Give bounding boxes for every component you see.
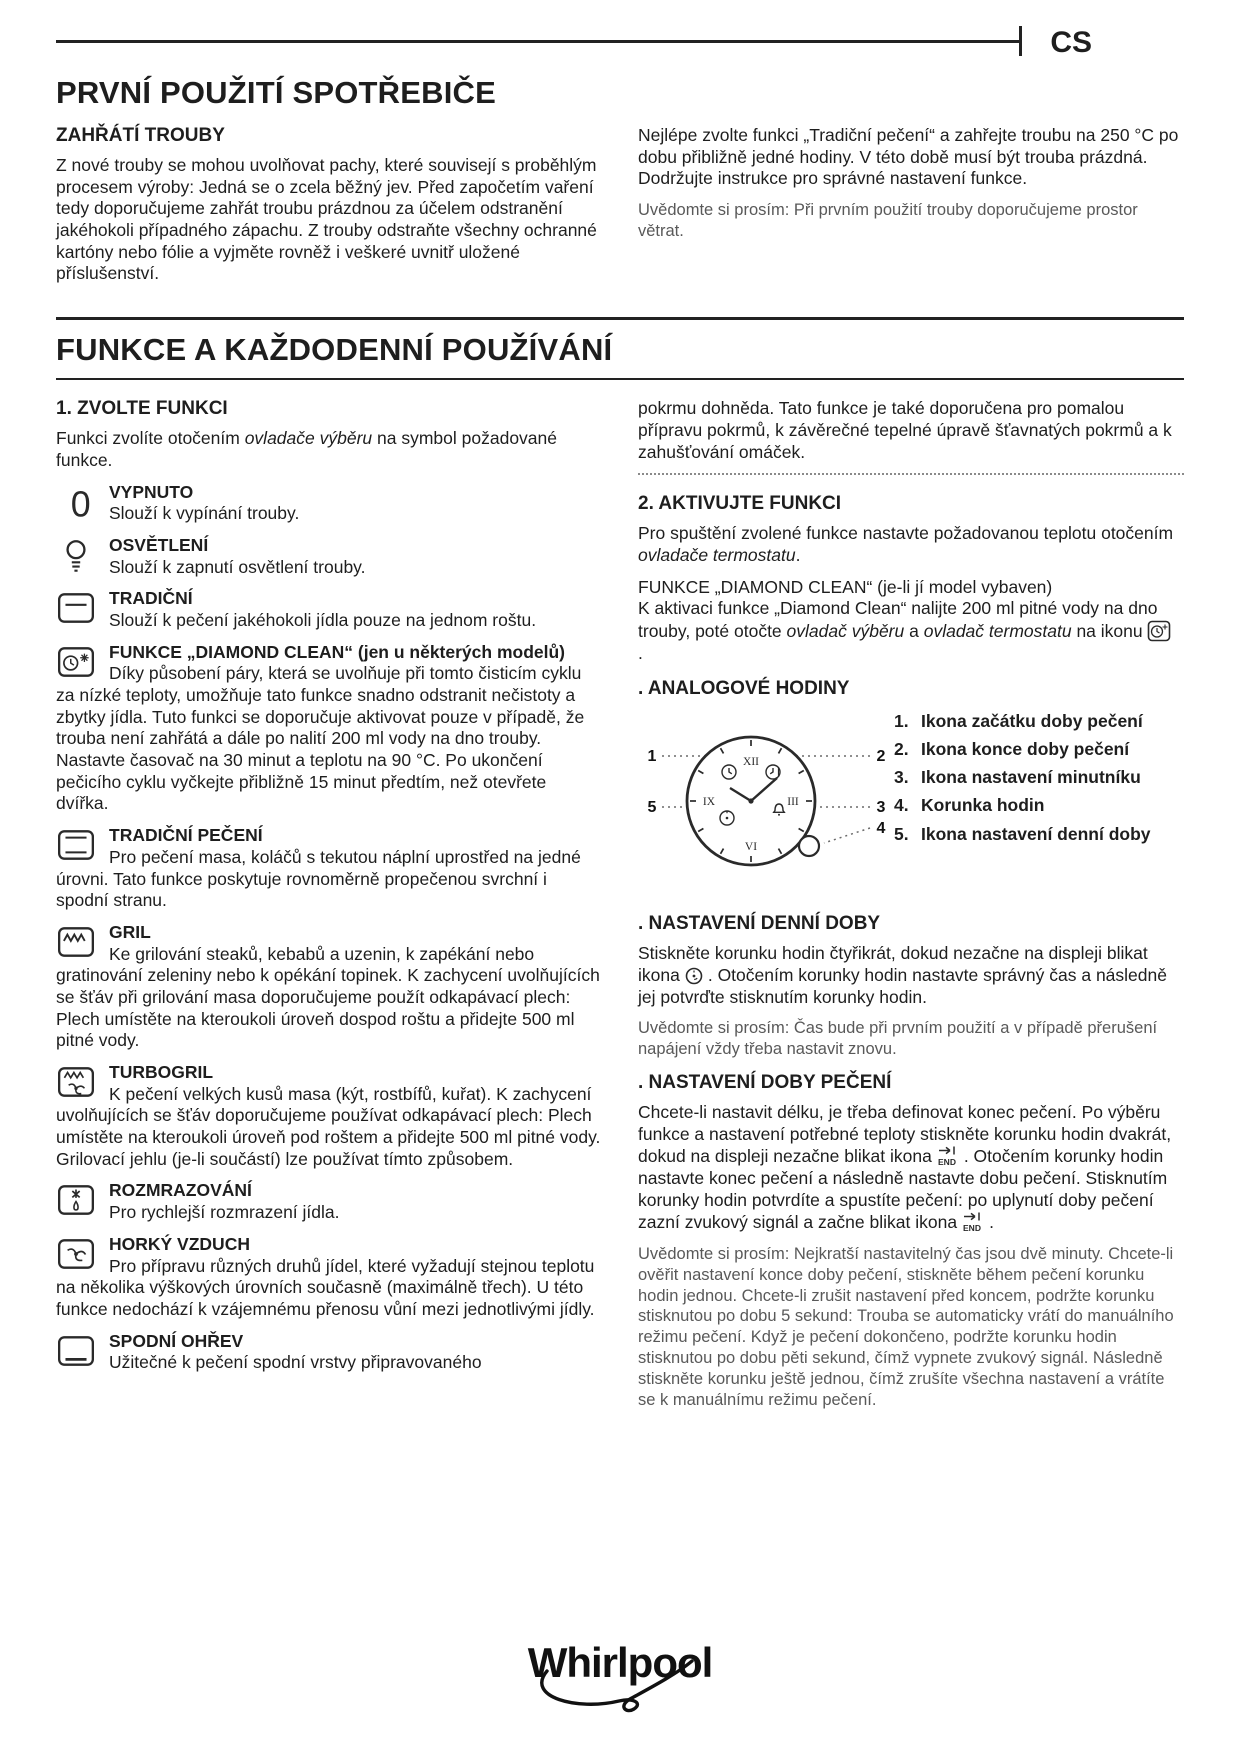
function-title: VYPNUTO: [109, 481, 194, 502]
first-use-right-column: [638, 125, 1184, 252]
clock-callout-item: [894, 823, 1184, 845]
function-item-light: [56, 535, 602, 578]
function-item-defrost: [56, 1180, 602, 1223]
subsection-heading: ZAHŘÁTÍ TROUBY: [56, 125, 225, 146]
roman-iii: III: [787, 796, 799, 809]
text-fragment: Funkci zvolíte otočením: [56, 428, 245, 449]
grill-icon: [56, 923, 96, 965]
callout-label: Ikona nastavení denní doby: [921, 823, 1151, 844]
text-fragment: K aktivaci funkce „Diamond Clean“ nalijte 200 ml pitné vody na dno trouby, poté otočte: [638, 598, 1158, 641]
header-rule-tick: [1019, 26, 1022, 56]
function-title: GRIL: [109, 921, 151, 942]
functions-left-column: [56, 398, 602, 1384]
function-desc: Pro přípravu různých druhů jídel, které vyžadují stejnou teplotu na několika výškových úrovních současně (maximálně třech). U této funkce nedochází k vzájemnému přenosu vůní mezi jednotlivými jídly.: [56, 1255, 595, 1319]
pointer-3: 3: [876, 799, 886, 817]
section-first-use: [56, 75, 1184, 295]
paragraph: [638, 577, 1184, 665]
function-item-off: [56, 482, 602, 525]
text-fragment: . Otočením korunky hodin nastavte konec pečení a následně nastavte dobu pečení. Stisknutím korunky hodin potvrdíte a spustíte pečení: po uplynutí doby pečení zazní zvukový signál a začne blikat ikona: [638, 1146, 1168, 1233]
roman-ix: IX: [702, 796, 716, 809]
emphasis-text: ovladač výběru: [786, 620, 905, 641]
callout-number: 2.: [894, 739, 909, 760]
callout-number: 4.: [894, 795, 909, 816]
section-title: PRVNÍ POUŽITÍ SPOTŘEBIČE: [56, 75, 497, 110]
diamond-clean-icon: [56, 643, 96, 685]
whirlpool-logo: [485, 1635, 755, 1732]
conventional-cooking-icon: [56, 826, 96, 868]
roman-vi: VI: [744, 841, 758, 854]
callout-label: Ikona nastavení minutníku: [921, 767, 1141, 788]
functions-right-column: [638, 398, 1184, 1420]
callout-number: 1.: [894, 711, 909, 732]
language-code: CS: [1050, 26, 1092, 59]
end-icon: [961, 1211, 985, 1233]
text-fragment: Stiskněte korunku hodin čtyřikrát, dokud nezačne na displeji blikat ikona: [638, 943, 1148, 985]
text-fragment: .: [795, 544, 801, 565]
function-desc: Díky působení páry, která se uvolňuje při tomto čisticím cyklu za nízké teploty, umožňuje tato funkce snadno odstranit nečistoty a zbytky jídla. Tuto funkci se doporučuje aktivovat pouze v případě, že trouba není zahřátá a dále po nalití 200 ml vody na dno trouby. Nastavte časovač na 30 minut a teplotu na 90 °C. Po ukončení pečicího cyklu vyčkejte přibližně 15 minut předtím, než otevřete dvířka.: [56, 663, 585, 814]
function-desc: Slouží k vypínání trouby.: [109, 503, 300, 524]
header-rule: [56, 40, 1019, 43]
emphasis-text: ovladač termostatu: [923, 620, 1072, 641]
dotted-divider: [638, 473, 1184, 475]
defrost-icon: [56, 1181, 96, 1223]
paragraph: [638, 523, 1184, 566]
section-functions: [56, 317, 1184, 1420]
function-item-conventional-cooking: [56, 825, 602, 912]
paragraph: Z nové trouby se mohou uvolňovat pachy, které souvisejí s proběhlým procesem výroby: Jedná se o zcela běžný jev. Před započetím vaření tedy doporučujeme zahřát troubu prázdnou za účelem odstranění jakéhokoli případného zápachu. Z trouby odstraňte všechny ochranné kartóny nebo fólie a vyjměte rovněž i veškeré uvnitř uložené příslušenství.: [56, 155, 597, 284]
emphasis-text: ovladače výběru: [244, 428, 373, 449]
forced-air-fan-icon: [56, 1235, 96, 1277]
paragraph: Nejlépe zvolte funkci „Tradiční pečení“ a zahřejte troubu na 250 °C po dobu přibližně jedné hodiny. V této době musí být trouba prázdná. Dodržujte instrukce pro správné nastavení funkce.: [638, 125, 1179, 189]
function-desc: Užitečné k pečení spodní vrstvy připravovaného: [109, 1352, 482, 1373]
function-item-turbogrill: [56, 1062, 602, 1170]
text-fragment: na symbol požadované funkce.: [56, 428, 557, 470]
function-item-bottom-heat: [56, 1331, 602, 1374]
turbogrill-icon: [56, 1063, 96, 1105]
function-title: OSVĚTLENÍ: [109, 534, 209, 555]
pointer-1: 1: [647, 748, 657, 766]
bottom-heat-icon: [56, 1332, 96, 1374]
svg-text:END: END: [963, 1223, 982, 1234]
function-title: TRADIČNÍ PEČENÍ: [109, 825, 263, 846]
end-icon: [936, 1145, 960, 1167]
pointer-4: 4: [876, 820, 886, 838]
function-title: SPODNÍ OHŘEV: [109, 1330, 244, 1351]
text-fragment: FUNKCE „DIAMOND CLEAN“ (je-li jí model vybaven): [638, 576, 1053, 597]
light-bulb-icon: [56, 536, 96, 578]
note-paragraph: Uvědomte si prosím: Nejkratší nastavitelný čas jsou dvě minuty. Chcete-li ověřit nastavení konce doby pečení, stiskněte během pečení korunku hodin jednou. Chcete-li zrušit nastavení před koncem, podržte korunku stisknutou po dobu 5 sekund: Trouba se automaticky vrátí do manuálního režimu pečení. Když je pečení dokončeno, podržte korunku hodin stisknutou po dobu pěti sekund, čímž vypnete zvukový signál. Následně stiskněte korunku ještě jednou, čímž zrušíte všechna nastavení a vrátíte se k manuálnímu režimu pečení.: [638, 1245, 1174, 1409]
subsection-heading: . ANALOGOVÉ HODINY: [638, 678, 850, 700]
continuation-paragraph: pokrmu dohněda. Tato funkce je také doporučena pro pomalou přípravu pokrmů, k závěrečné tepelné úpravě šťavnatých pokrmů a k zahušťování omáček.: [638, 398, 1172, 462]
page-header: [56, 26, 1184, 59]
function-desc: K pečení velkých kusů masa (kýt, rostbífů, kuřat). K zachycení uvolňujících se šťáv doporučujeme používat odkapávací plech: Plech umístěte na kteroukoli úroveň pod roštem a přidejte 500 ml pitné vody. Grilovací jehlu (je-li součástí) lze používat tímto způsobem.: [56, 1083, 601, 1169]
callout-label: Korunka hodin: [921, 795, 1045, 816]
brand-wordmark: Whirlpool: [527, 1639, 713, 1686]
note-paragraph: Uvědomte si prosím: Při prvním použití trouby doporučujeme prostor větrat.: [638, 201, 1138, 240]
clock-center-pin: [748, 799, 753, 804]
off-icon: [56, 483, 96, 525]
function-desc: Slouží k pečení jakéhokoli jídla pouze na jednom roštu.: [109, 609, 537, 630]
paragraph: [638, 1102, 1184, 1234]
section-rule-bottom: [56, 378, 1184, 380]
first-use-left-column: [56, 125, 602, 295]
section-rule-top: [56, 317, 1184, 320]
function-title: ROZMRAZOVÁNÍ: [109, 1180, 252, 1201]
function-title: FUNKCE „DIAMOND CLEAN“ (jen u některých modelů): [109, 641, 565, 662]
callout-number: 5.: [894, 823, 909, 844]
clock-callout-item: [894, 766, 1184, 788]
subsection-heading: 2. AKTIVUJTE FUNKCI: [638, 493, 842, 515]
emphasis-text: ovladače termostatu: [638, 544, 796, 565]
function-item-grill: [56, 922, 602, 1052]
analog-clock-figure: [638, 708, 1184, 901]
roman-xii: XII: [743, 756, 759, 769]
text-fragment: na ikonu: [1071, 620, 1143, 641]
callout-label: Ikona začátku doby pečení: [921, 711, 1143, 732]
text-fragment: a: [904, 620, 924, 641]
function-item-diamond-clean: [56, 642, 602, 816]
time-of-day-small-icon: [684, 966, 704, 986]
pointer-2: 2: [876, 748, 886, 766]
text-fragment: . Otočením korunky hodin nastavte správný čas a následně jej potvrďte stisknutím korunky hodin.: [638, 965, 1167, 1007]
callout-number: 3.: [894, 767, 909, 788]
function-title: TURBOGRIL: [109, 1062, 214, 1082]
clock-callout-item: [894, 794, 1184, 816]
subsection-heading: 1. ZVOLTE FUNKCI: [56, 398, 228, 420]
text-fragment: Pro spuštění zvolené funkce nastavte požadovanou teplotu otočením: [638, 523, 1174, 544]
pointer-5: 5: [647, 799, 657, 817]
conventional-icon: [56, 589, 96, 631]
analog-clock-diagram: [638, 708, 892, 901]
clock-callout-item: [894, 710, 1184, 732]
function-item-conventional: [56, 588, 602, 631]
svg-text:END: END: [937, 1157, 956, 1168]
function-desc: Pro rychlejší rozmrazení jídla.: [109, 1202, 340, 1223]
function-title: HORKÝ VZDUCH: [109, 1233, 250, 1254]
function-title: TRADIČNÍ: [109, 588, 193, 609]
paragraph: [56, 428, 602, 471]
callout-label: Ikona konce doby pečení: [921, 739, 1130, 760]
section-title: FUNKCE A KAŽDODENNÍ POUŽÍVÁNÍ: [56, 332, 613, 368]
clock-callouts: [892, 708, 1184, 901]
subsection-heading: . NASTAVENÍ DOBY PEČENÍ: [638, 1071, 892, 1093]
text-fragment: .: [989, 1212, 994, 1233]
function-item-forced-air: [56, 1234, 602, 1321]
paragraph: [638, 943, 1184, 1008]
text-fragment: Chcete-li nastavit délku, je třeba definovat konec pečení. Po výběru funkce a nastavení potřebné teploty stiskněte korunku hodin dvakrát, dokud na displeji nezačne blikat ikona: [638, 1101, 1172, 1167]
text-fragment: .: [638, 642, 643, 663]
diamond-clean-dial-icon: [1147, 620, 1171, 642]
clock-callout-item: [894, 738, 1184, 760]
function-desc: Ke grilování steaků, kebabů a uzenin, k zapékání nebo gratinování zeleniny nebo k opékání topinek. K zachycení uvolňujících se šťáv při grilování masa doporučujeme použít odkapávací plech: Plech umístěte na kteroukoli úroveň dospod roštu a přidejte 500 ml pitné vody.: [56, 943, 600, 1051]
function-desc: Slouží k zapnutí osvětlení trouby.: [109, 556, 366, 577]
svg-text:0: 0: [70, 484, 91, 523]
clock-crown-knob: [799, 836, 819, 856]
page-footer: [0, 1635, 1240, 1732]
subsection-heading: . NASTAVENÍ DENNÍ DOBY: [638, 913, 881, 935]
note-paragraph: Uvědomte si prosím: Čas bude při prvním použití a v případě přerušení napájení vždy třeba nastavit znovu.: [638, 1019, 1158, 1059]
function-desc: Pro pečení masa, koláčů s tekutou náplní uprostřed na jedné úrovni. Tato funkce poskytuje rovnoměrně propečenou svrchní i spodní stranu.: [56, 846, 581, 911]
